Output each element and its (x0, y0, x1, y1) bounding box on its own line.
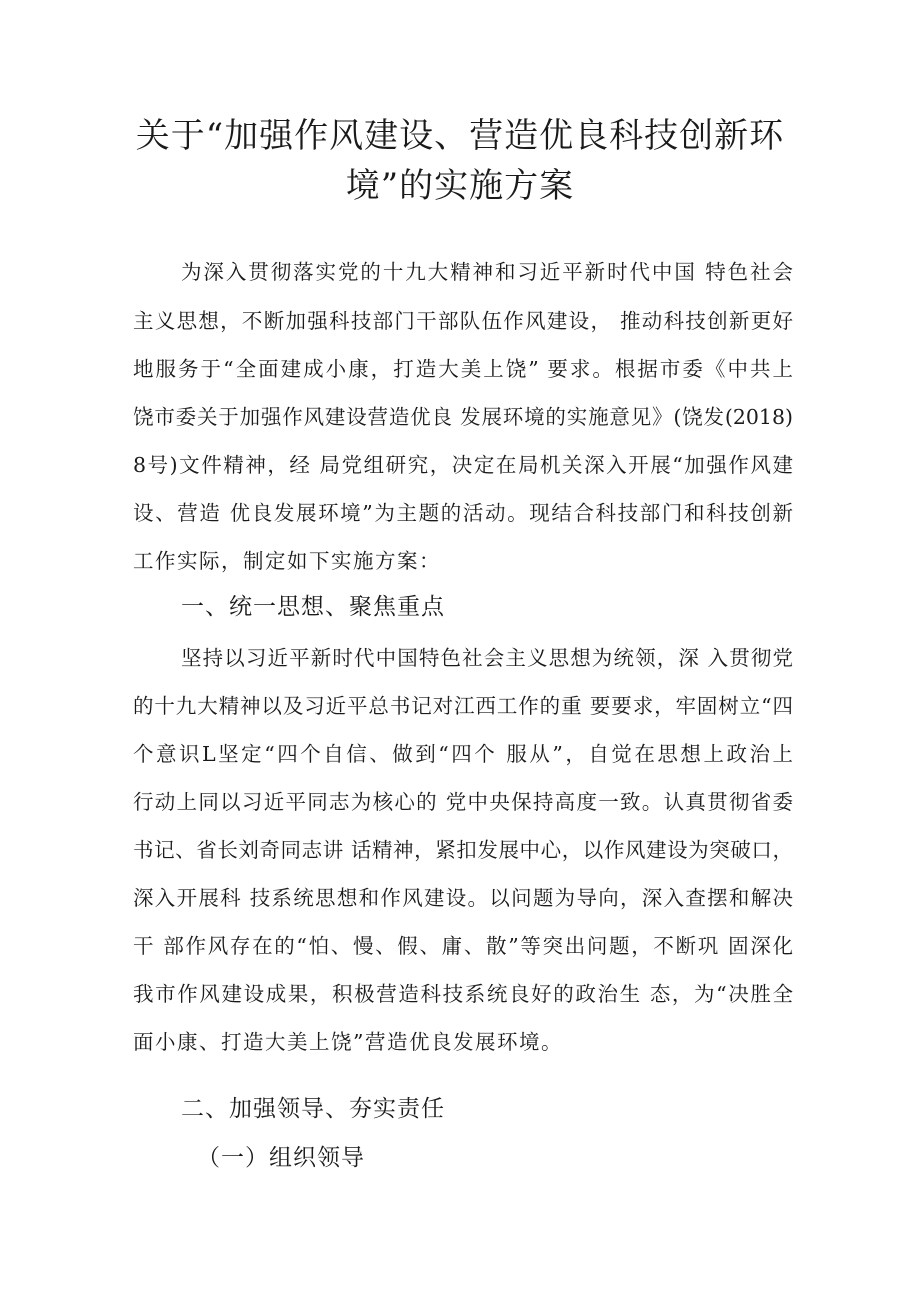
paragraph-2-line-3: 个意识L坚定“四个自信、做到“四个 服从”，自觉在思想上政治上 (133, 742, 793, 766)
paragraph-1-line-7: 工作实际，制定如下实施方案： (133, 549, 441, 573)
document-title-line-2: 境”的实施方案 (345, 166, 575, 206)
paragraph-1-line-3: 地服务于“全面建成小康，打造大美上饶” 要求。根据市委《中共上 (133, 357, 793, 381)
paragraph-1-line-6: 设、营造 优良发展环境”为主题的活动。现结合科技部门和科技创新 (133, 501, 793, 525)
paragraph-1-line-4: 饶市委关于加强作风建设营造优良 发展环境的实施意见》(饶发(2018) (133, 405, 793, 429)
paragraph-2-line-5: 书记、省长刘奇同志讲 话精神，紧扣发展中心，以作风建设为突破口， (133, 838, 793, 862)
section-2-heading: 二、加强领导、夯实责任 (181, 1096, 445, 1122)
paragraph-2-line-7: 干 部作风存在的“怕、慢、假、庸、散”等突出问题，不断巩 固深化 (133, 934, 793, 958)
paragraph-2-line-4: 行动上同以习近平同志为核心的 党中央保持高度一致。认真贯彻省委 (133, 790, 793, 814)
paragraph-1-line-5: 8号)文件精神，经 局党组研究，决定在局机关深入开展“加强作风建 (133, 453, 793, 477)
paragraph-2-line-6: 深入开展科 技系统思想和作风建设。以问题为导向，深入查摆和解决 (133, 886, 793, 910)
paragraph-2-line-2: 的十九大精神以及习近平总书记对江西工作的重 要要求，牢固树立“四 (133, 694, 793, 718)
section-1-heading: 一、统一思想、聚焦重点 (181, 594, 445, 620)
paragraph-2-line-9: 面小康、打造大美上饶”营造优良发展环境。 (133, 1030, 563, 1054)
paragraph-2-line-8: 我市作风建设成果，积极营造科技系统良好的政治生 态，为“决胜全 (133, 982, 793, 1006)
subsection-1-heading: （一）组织领导 (197, 1145, 365, 1171)
document-title-line-1: 关于“加强作风建设、营造优良科技创新环 (135, 116, 785, 156)
paragraph-2-line-1: 坚持以习近平新时代中国特色社会主义思想为统领，深 入贯彻党 (181, 646, 793, 670)
paragraph-1-line-2: 主义思想，不断加强科技部门干部队伍作风建设， 推动科技创新更好 (133, 309, 793, 333)
paragraph-1-line-1: 为深入贯彻落实党的十九大精神和习近平新时代中国 特色社会 (181, 260, 793, 284)
